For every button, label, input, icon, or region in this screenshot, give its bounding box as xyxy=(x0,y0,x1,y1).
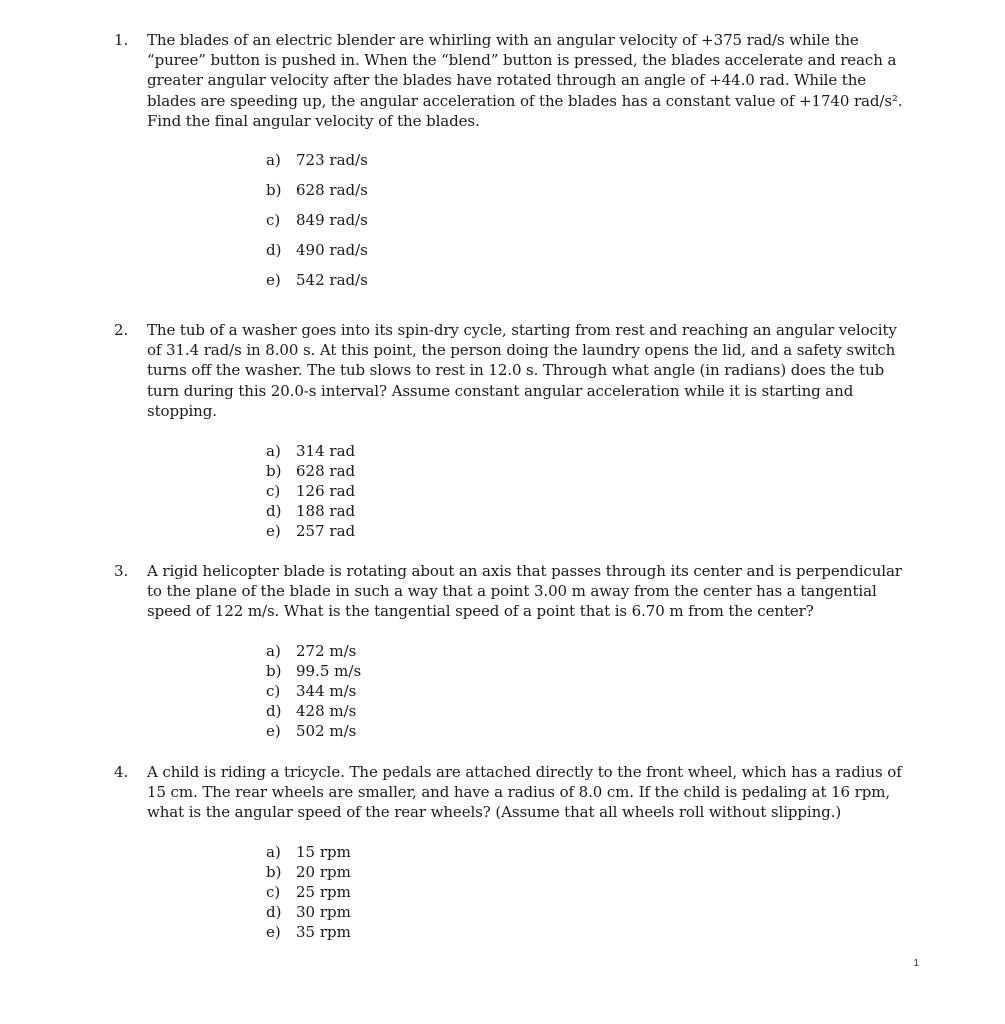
choice-letter: c) xyxy=(266,682,281,701)
choice-answer: 723 rad/s xyxy=(296,151,368,169)
choice-answer: 20 rpm xyxy=(296,863,351,882)
answer-choice xyxy=(266,661,361,681)
question-number: 1. xyxy=(114,31,129,49)
choice-answer: 99.5 m/s xyxy=(296,662,362,681)
question-4 xyxy=(114,762,914,823)
choice-answer: 15 rpm xyxy=(296,843,351,861)
answer-choice xyxy=(266,521,355,541)
choice-answer: 35 rpm xyxy=(296,923,351,942)
answer-choice xyxy=(266,481,355,501)
choice-answer: 272 m/s xyxy=(296,642,357,660)
question-number: 4. xyxy=(114,763,129,781)
choice-answer: 542 rad/s xyxy=(296,271,368,289)
answer-choice xyxy=(266,501,355,521)
answer-choice xyxy=(266,842,351,862)
question-1 xyxy=(114,30,914,131)
choice-letter: e) xyxy=(266,923,281,942)
choice-answer: 126 rad xyxy=(296,482,356,501)
question-text: A rigid helicopter blade is rotating about an axis that passes through its center and is perpendicular to the plane of the blade in such a way that a point 3.00 m away from the center has a tangential speed of 122 m/s. What is the tangential speed of a point that is 6.70 m from the center? xyxy=(147,562,902,621)
question-text: The blades of an electric blender are whirling with an angular velocity of +375 rad/s while the “puree” button is pushed in. When the “blend” button is pressed, the blades accelerate and reach a greater angular velocity after the blades have rotated through an angle of +44.0 rad. While the blades are speeding up, the angular acceleration of the blades has a constant value of +1740 rad/s². Find the final angular velocity of the blades. xyxy=(147,31,903,130)
choice-letter: a) xyxy=(266,151,281,169)
answer-choice xyxy=(266,882,351,902)
answer-choice xyxy=(266,461,355,481)
choice-letter: c) xyxy=(266,883,281,902)
question-text: A child is riding a tricycle. The pedals are attached directly to the front wheel, which has a radius of 15 cm. The rear wheels are smaller, and have a radius of 8.0 cm. If the child is pedaling at 16 rpm, what is the angular speed of the rear wheels? (Assume that all wheels roll without slipping.) xyxy=(147,763,902,822)
choice-letter: b) xyxy=(266,863,282,882)
answer-choice xyxy=(266,235,368,265)
choice-answer: 188 rad xyxy=(296,502,356,521)
choice-letter: d) xyxy=(266,502,282,521)
question-2 xyxy=(114,320,914,421)
choice-answer: 344 m/s xyxy=(296,682,357,701)
choice-answer: 849 rad/s xyxy=(296,211,368,229)
choice-letter: c) xyxy=(266,211,281,229)
choice-answer: 428 m/s xyxy=(296,702,357,721)
answer-choice xyxy=(266,441,355,461)
answer-choice xyxy=(266,922,351,942)
answer-choices-1 xyxy=(266,145,368,295)
page-number: 1 xyxy=(913,958,919,969)
choice-letter: a) xyxy=(266,642,281,660)
choice-answer: 502 m/s xyxy=(296,722,357,741)
answer-choice xyxy=(266,641,361,661)
choice-answer: 25 rpm xyxy=(296,883,351,902)
answer-choice xyxy=(266,721,361,741)
choice-letter: d) xyxy=(266,241,282,259)
choice-letter: a) xyxy=(266,442,281,460)
answer-choices-4 xyxy=(266,842,351,942)
choice-letter: e) xyxy=(266,271,281,289)
choice-answer: 30 rpm xyxy=(296,903,351,922)
answer-choices-2 xyxy=(266,441,355,541)
choice-answer: 628 rad/s xyxy=(296,181,368,199)
choice-letter: b) xyxy=(266,181,282,199)
choice-answer: 490 rad/s xyxy=(296,241,368,259)
question-number: 3. xyxy=(114,562,129,580)
choice-letter: e) xyxy=(266,522,281,541)
choice-letter: d) xyxy=(266,702,282,721)
choice-letter: b) xyxy=(266,662,282,681)
answer-choice xyxy=(266,701,361,721)
choice-letter: e) xyxy=(266,722,281,741)
question-number: 2. xyxy=(114,321,129,339)
choice-letter: a) xyxy=(266,843,281,861)
choice-letter: b) xyxy=(266,462,282,481)
answer-choice xyxy=(266,902,351,922)
answer-choice xyxy=(266,175,368,205)
answer-choice xyxy=(266,265,368,295)
question-text: The tub of a washer goes into its spin-dry cycle, starting from rest and reaching an angular velocity of 31.4 rad/s in 8.00 s. At this point, the person doing the laundry opens the lid, and a safety switch turns off the washer. The tub slows to rest in 12.0 s. Through what angle (in radians) does the tub turn during this 20.0-s interval? Assume constant angular acceleration while it is starting and stopping. xyxy=(147,321,897,420)
choice-letter: d) xyxy=(266,903,282,922)
choice-answer: 314 rad xyxy=(296,442,356,460)
answer-choice xyxy=(266,145,368,175)
choice-letter: c) xyxy=(266,482,281,501)
answer-choice xyxy=(266,862,351,882)
answer-choices-3 xyxy=(266,641,361,741)
answer-choice xyxy=(266,681,361,701)
choice-answer: 628 rad xyxy=(296,462,356,481)
answer-choice xyxy=(266,205,368,235)
choice-answer: 257 rad xyxy=(296,522,356,541)
question-3 xyxy=(114,561,914,622)
